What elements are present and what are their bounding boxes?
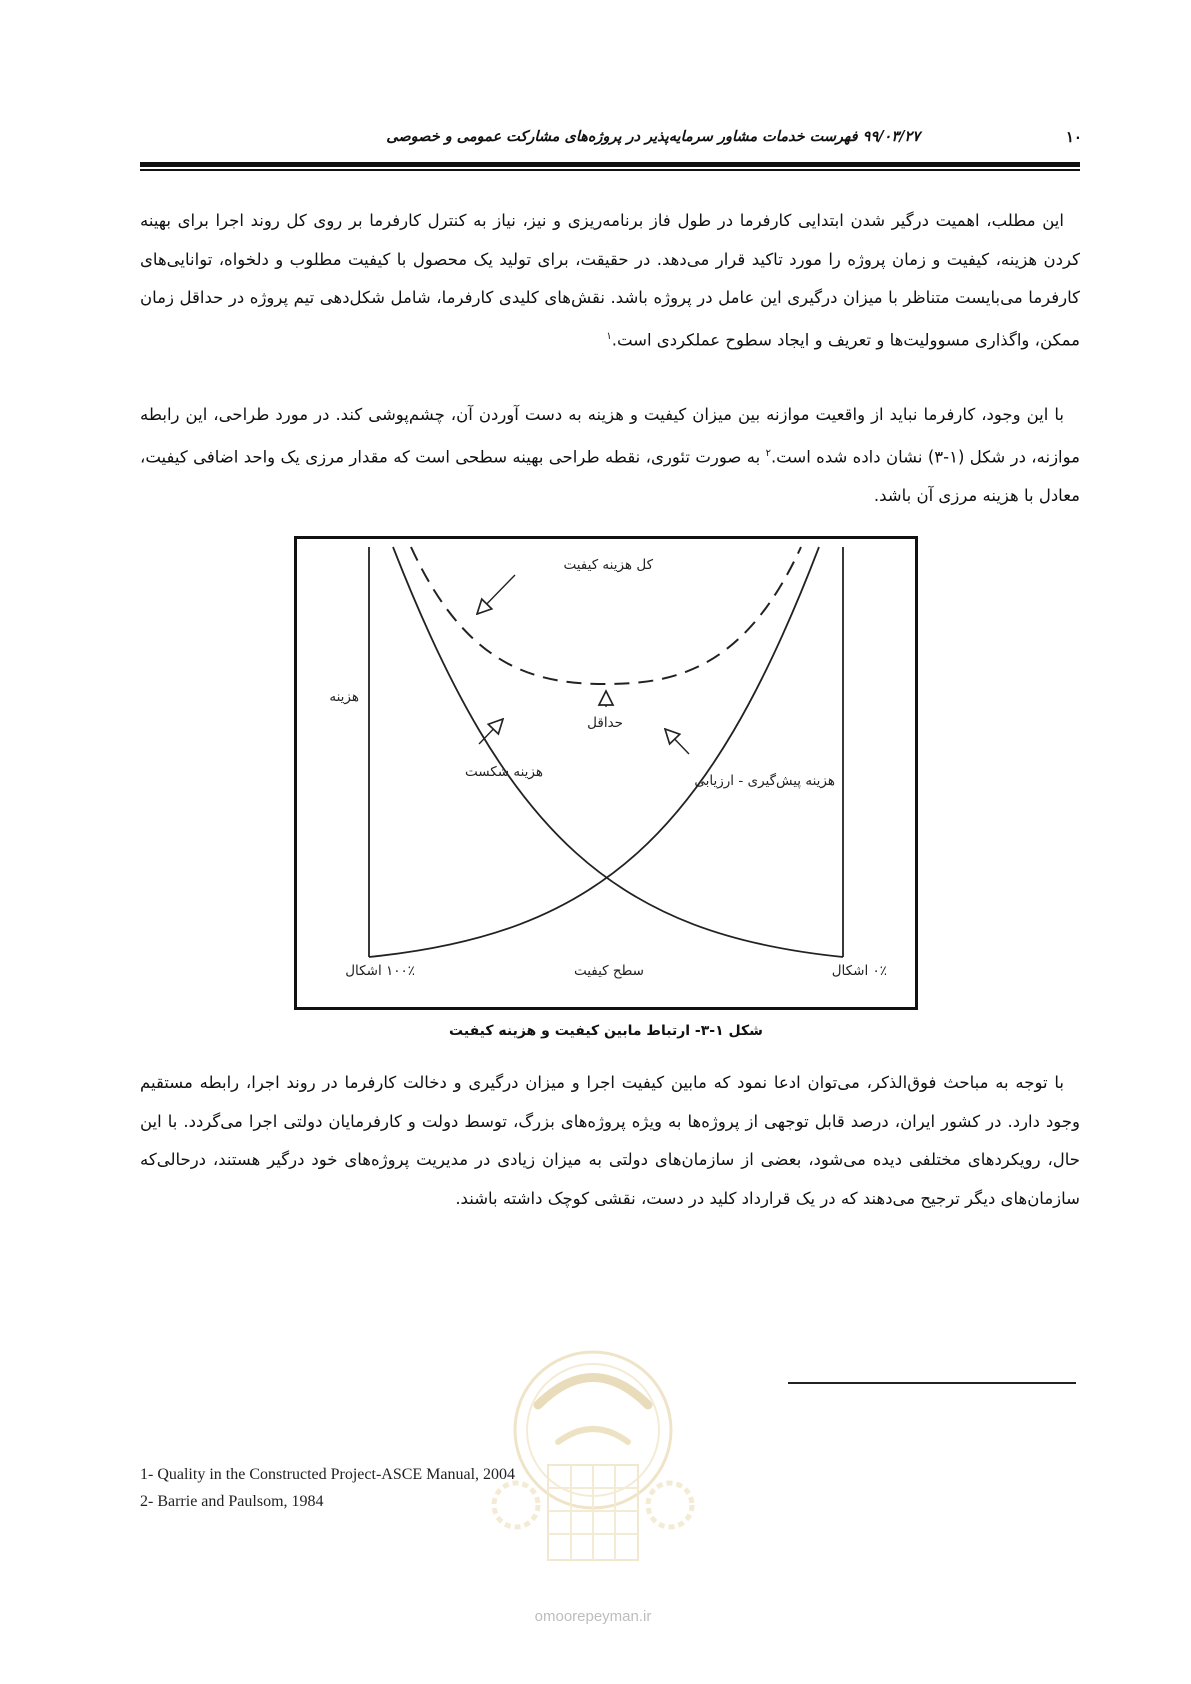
paragraph-3-text: با توجه به مباحث فوق‌الذکر، می‌توان ادعا نمود که مابین کیفیت اجرا و میزان درگیری و دخالت کارفرما در روند اجرا، رابطه مستقیم وجود دارد. در کشور ایران، درصد قابل توجهی از پروژه‌ها به ویژه پروژه‌های بزرگ، توسط دولت و کارفرمایان دولتی اجرا می‌گردد. با این حال، رویکردهای مختلفی دیده می‌شود، بعضی از سازمان‌های دولتی به میزان زیادی در مدیریت پروژه‌های خود درگیر هستند، درحالی‌که سازمان‌های دیگر ترجیح می‌دهند که در یک قرارداد کلید در دست، نقشی کوچک داشته باشند. — [140, 1073, 1080, 1208]
header-rule-thick — [140, 162, 1080, 167]
footnote-1-number: 1- — [140, 1466, 154, 1483]
footnote-ref-1: ۱ — [606, 330, 612, 342]
arrow-prevention-cost — [665, 729, 689, 754]
header-rule-thin — [140, 169, 1080, 171]
footnote-1 — [140, 1466, 515, 1484]
footnote-separator — [788, 1382, 1076, 1384]
label-failure-cost: هزینه شکست — [465, 764, 543, 780]
label-quality-level: سطح کیفیت — [573, 963, 644, 979]
label-cost-axis: هزینه — [329, 689, 359, 705]
paragraph-2-text-cont: به صورت تئوری، نقطه طراحی بهینه سطحی است که مقدار مرزی یک واحد اضافی کیفیت، معادل با هزینه مرزی آن باشد. — [140, 447, 1080, 505]
footnote-2 — [140, 1493, 324, 1511]
label-defects-100: ۱۰۰٪ اشکال — [345, 963, 415, 979]
label-minimum: حداقل — [587, 715, 623, 731]
footnote-1-text: Quality in the Constructed Project-ASCE Manual, 2004 — [153, 1466, 516, 1483]
label-prevention-cost: هزینه پیش‌گیری - ارزیابی — [694, 773, 835, 789]
footnote-2-text: Barrie and Paulsom, 1984 — [153, 1493, 324, 1510]
label-total-cost: کل هزینه کیفیت — [563, 557, 653, 573]
paragraph-2-text: با این وجود، کارفرما نباید از واقعیت موازنه بین میزان کیفیت و هزینه به دست آوردن آن، چشم‌پوشی کند. در مورد طراحی، این رابطه موازنه، در شکل (۱-۳) نشان داده شده است. — [140, 405, 1080, 466]
paragraph-1 — [140, 202, 1080, 360]
running-header-title: ۹۹/۰۳/۲۷ فهرست خدمات مشاور سرمایه‌پذیر در پروژه‌های مشارکت عمومی و خصوصی — [386, 128, 920, 145]
paragraph-2 — [140, 396, 1080, 515]
series-failure-cost — [393, 547, 843, 957]
label-defects-0: ۰٪ اشکال — [831, 963, 887, 979]
figure-quality-cost — [294, 536, 918, 1010]
footnote-ref-2: ۲ — [765, 447, 771, 459]
arrow-failure-cost — [479, 719, 503, 744]
watermark-url: omoorepeyman.ir — [534, 1608, 652, 1625]
figure-caption: شکل ۱-۳- ارتباط مابین کیفیت و هزینه کیفیت — [449, 1023, 763, 1039]
paragraph-1-text: این مطلب، اهمیت درگیر شدن ابتدایی کارفرما در طول فاز برنامه‌ریزی و نیز، نیاز به کنترل کارفرما بر روی کل روند اجرا برای بهینه کردن هزینه، کیفیت و زمان پروژه را مورد تاکید قرار می‌دهد. در حقیقت، برای تولید یک محصول با کیفیت مطلوب و دلخواه، توانایی‌های کارفرما می‌بایست متناظر با میزان درگیری این عامل در پروژه باشد. نقش‌های کلیدی کارفرما، شامل شکل‌دهی تیم پروژه در حداقل زمان ممکن، واگذاری مسوولیت‌ها و تعریف و ایجاد سطوح عملکردی است. — [140, 211, 1080, 349]
page-number: ۱۰ — [1065, 128, 1082, 146]
series-prevention-cost — [369, 547, 819, 957]
footnote-2-number: 2- — [140, 1493, 154, 1510]
arrow-total-cost — [477, 575, 515, 614]
paragraph-3 — [140, 1064, 1080, 1218]
